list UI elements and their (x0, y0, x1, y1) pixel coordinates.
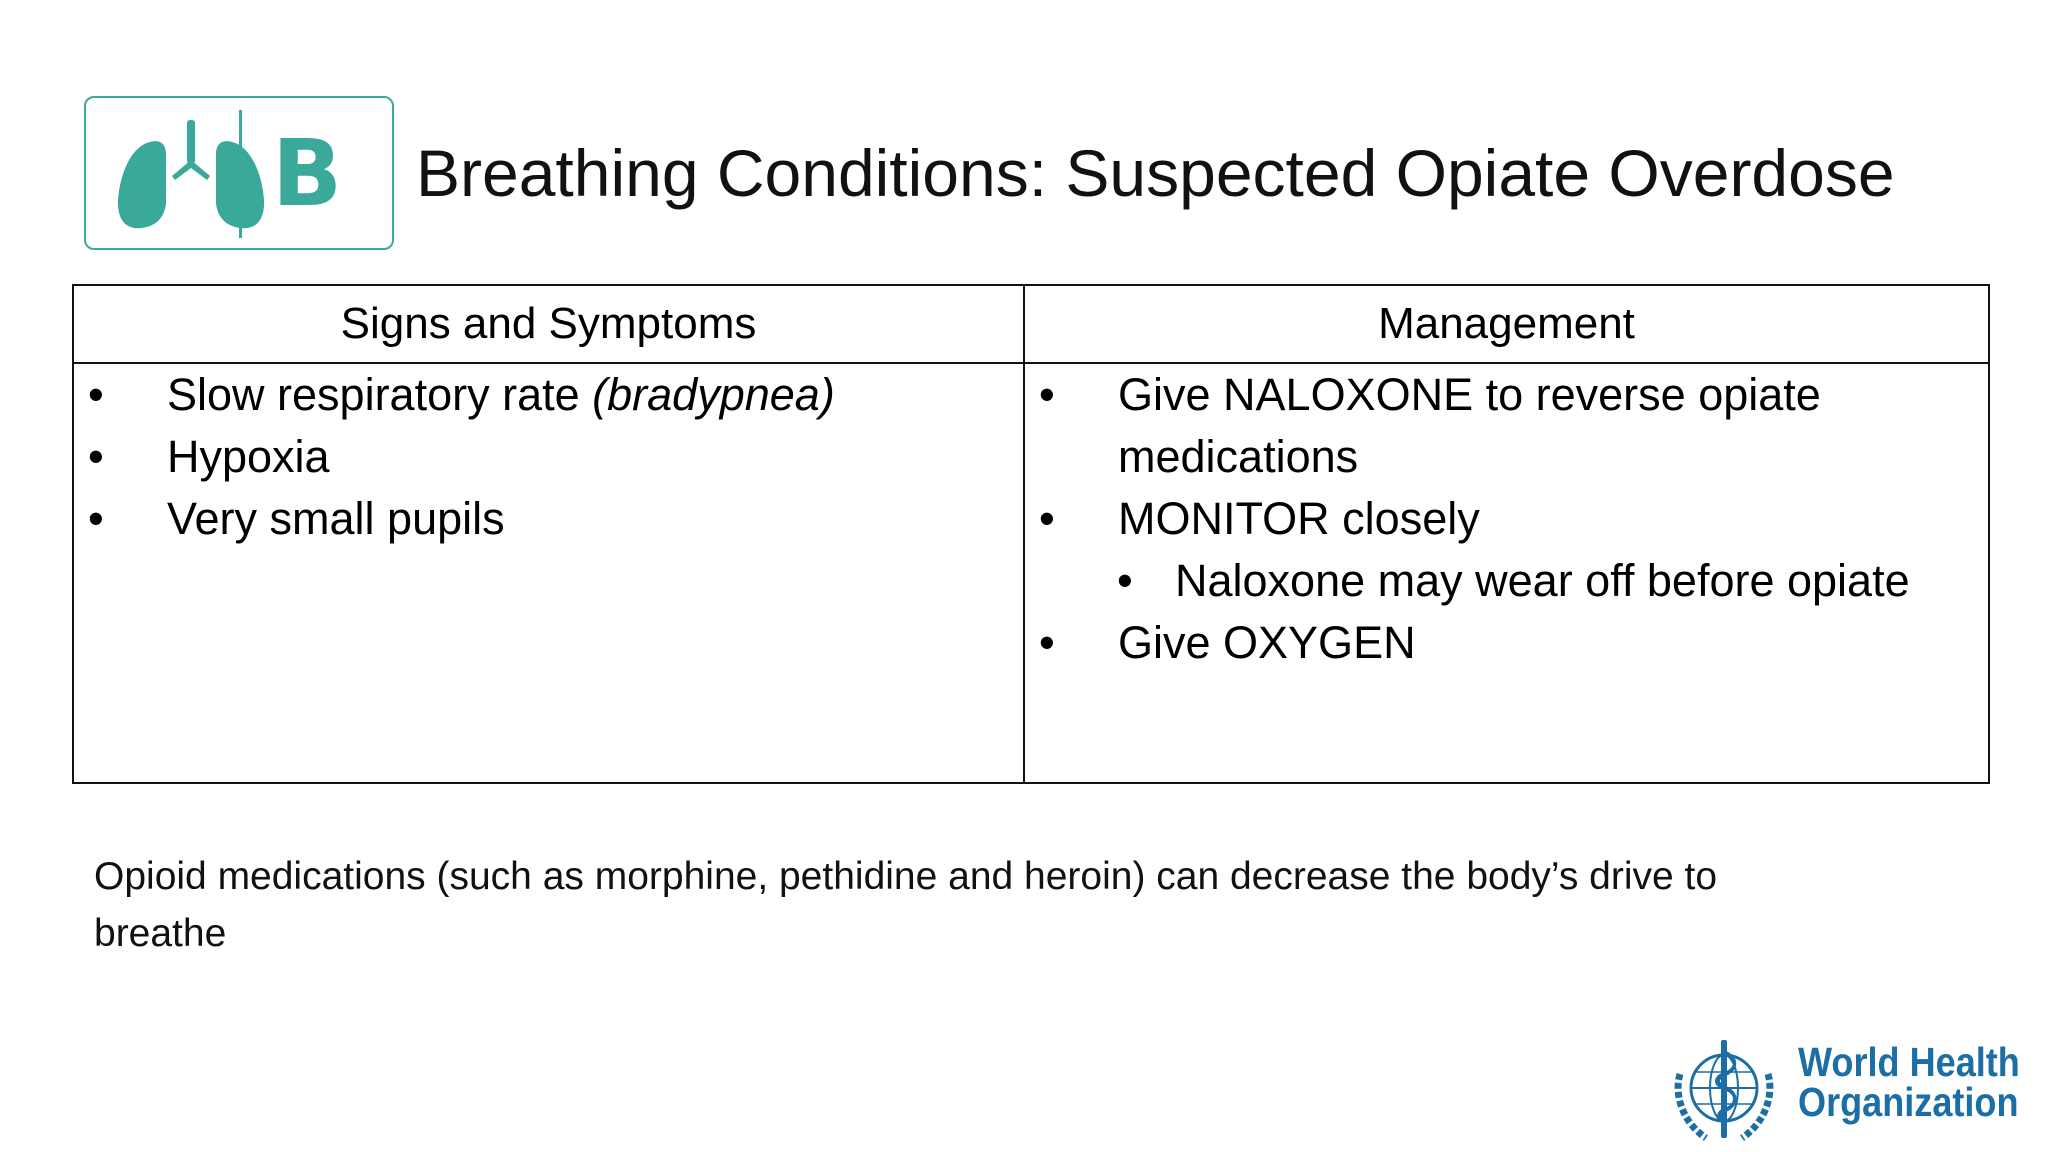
signs-list (74, 364, 1023, 550)
airway-b-badge (84, 96, 394, 250)
list-item: • Give NALOXONE to reverse opiate medications (1025, 364, 1988, 488)
management-cell (1024, 363, 1989, 783)
list-item: • Very small pupils (74, 488, 1023, 550)
sub-list-item: • Naloxone may wear off before opiate (1025, 550, 1988, 612)
list-item: • MONITOR closely (1025, 488, 1988, 550)
management-list (1025, 364, 1988, 674)
signs-cell (73, 363, 1024, 783)
signs-management-table (72, 284, 1990, 784)
opioid-note: Opioid medications (such as morphine, pethidine and heroin) can decrease the body’s drive to breathe (94, 855, 1718, 955)
who-logo (1662, 1034, 2042, 1148)
who-wordmark: World Health Organization (1798, 1039, 2020, 1125)
badge-letter: B (272, 120, 343, 227)
header-management: Management (1024, 285, 1989, 363)
who-emblem-icon (1662, 1034, 1786, 1148)
list-item: • Give OXYGEN (1025, 612, 1988, 674)
badge-divider (239, 110, 242, 238)
table-header-row (73, 285, 1989, 363)
slide-title: Breathing Conditions: Suspected Opiate Overdose (416, 136, 1895, 210)
header-signs: Signs and Symptoms (73, 285, 1024, 363)
table-row (73, 363, 1989, 783)
list-item: • Slow respiratory rate (bradypnea) (74, 364, 1023, 426)
list-item: • Hypoxia (74, 426, 1023, 488)
